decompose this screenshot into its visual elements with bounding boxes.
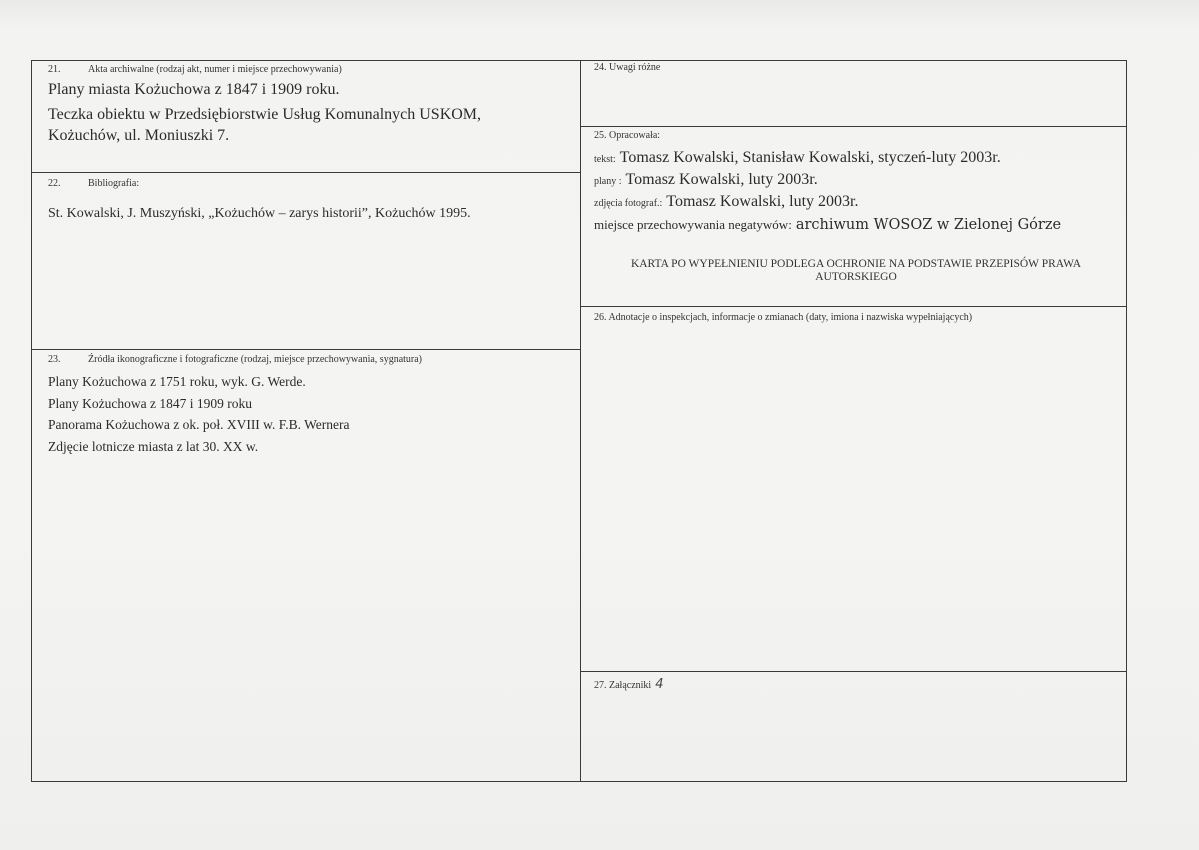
section-25-label: 25. Opracowała:: [594, 130, 661, 141]
plany-value: Tomasz Kowalski, luty 2003r.: [625, 171, 818, 188]
section-22-number: 22.: [48, 178, 61, 189]
divider-26-27: [580, 671, 1127, 672]
section-22-text: St. Kowalski, J. Muszyński, „Kożuchów – zarys historii”, Kożuchów 1995.: [48, 206, 471, 221]
section-27-value: 4: [655, 677, 664, 692]
divider-24-25: [580, 126, 1127, 127]
section-25-zdjecia-row: [594, 191, 1119, 212]
section-23-label: [48, 354, 573, 365]
section-21-line-3: Kożuchów, ul. Moniuszki 7.: [48, 127, 230, 144]
zdjecia-label: zdjęcia fotograf.:: [594, 198, 663, 209]
section-21-line-2: Teczka obiektu w Przedsiębiorstwie Usług Komunalnych USKOM,: [48, 106, 482, 123]
section-25: [594, 130, 1119, 236]
section-23-line-2: Plany Kożuchowa z 1847 i 1909 roku: [48, 395, 252, 411]
copyright-notice-line-2: AUTORSKIEGO: [815, 271, 897, 283]
section-27: [594, 675, 1119, 693]
section-26: [594, 312, 1119, 323]
negatywy-value: archiwum WOSOZ w Zielonej Górze: [795, 217, 1062, 233]
column-divider: [580, 60, 581, 782]
section-21-number: 21.: [48, 64, 61, 75]
section-23-line-4: Zdjęcie lotnicze miasta z lat 30. XX w.: [48, 438, 259, 454]
section-23-line-3: Panorama Kożuchowa z ok. poł. XVIII w. F.B. Wernera: [48, 417, 350, 432]
divider-25-26: [580, 306, 1127, 307]
section-25-plany-row: [594, 169, 1119, 190]
section-21: [48, 64, 573, 146]
negatywy-label: miejsce przechowywania negatywów:: [594, 217, 792, 232]
copyright-notice-line-1: KARTA PO WYPEŁNIENIU PODLEGA OCHRONIE NA PODSTAWIE PRZEPISÓW PRAWA: [630, 258, 1082, 270]
section-22-title: Bibliografia:: [88, 178, 140, 189]
section-23-title: Źródła ikonograficzne i fotograficzne (rodzaj, miejsce przechowywania, sygnatura): [88, 354, 423, 365]
section-27-label: 27. Załączniki: [594, 680, 652, 691]
section-23: [48, 354, 573, 457]
tekst-value: Tomasz Kowalski, Stanisław Kowalski, styczeń-luty 2003r.: [619, 149, 1001, 166]
section-24-label: 24. Uwagi różne: [594, 62, 661, 73]
zdjecia-value: Tomasz Kowalski, luty 2003r.: [666, 193, 859, 210]
section-26-label: 26. Adnotacje o inspekcjach, informacje o zmianach (daty, imiona i nazwiska wypełniających): [594, 312, 973, 323]
section-25-tekst-row: [594, 147, 1119, 168]
section-21-label: [48, 64, 573, 75]
section-21-line-1: Plany miasta Kożuchowa z 1847 i 1909 roku.: [48, 81, 340, 98]
tekst-label: tekst:: [594, 154, 616, 165]
section-23-line-1: Plany Kożuchowa z 1751 roku, wyk. G. Werde.: [48, 374, 306, 389]
divider-22-23: [31, 349, 581, 350]
section-23-number: 23.: [48, 354, 61, 365]
divider-21-22: [31, 172, 581, 173]
section-21-title: Akta archiwalne (rodzaj akt, numer i miejsce przechowywania): [88, 64, 342, 75]
section-25-negatywy-row: [594, 215, 1119, 236]
section-22-label: [48, 178, 573, 189]
plany-label: plany :: [594, 176, 622, 187]
section-22: [48, 178, 573, 222]
section-24: [594, 62, 1119, 73]
copyright-notice: [596, 258, 1116, 284]
